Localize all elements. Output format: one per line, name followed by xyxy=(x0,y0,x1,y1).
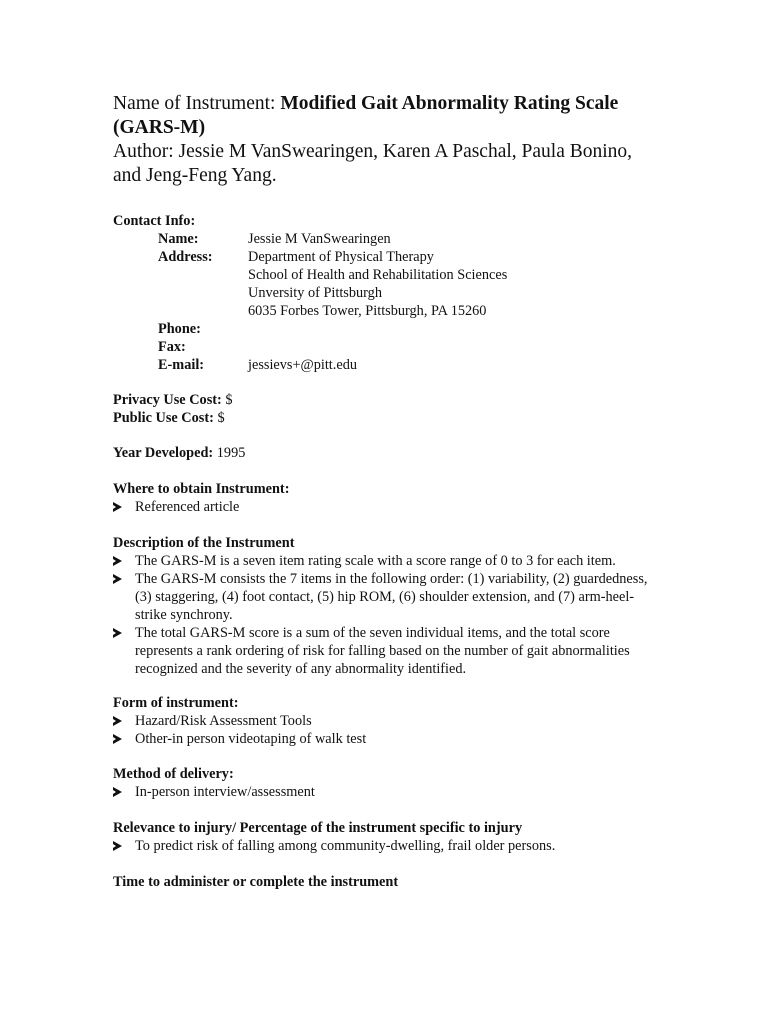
relevance-heading xyxy=(113,819,522,837)
list-item-text: To predict risk of falling among community-dwelling, frail older persons. xyxy=(135,838,556,854)
list-item xyxy=(113,712,653,730)
list-item-text: Referenced article xyxy=(135,499,240,515)
relevance-heading-label: Relevance to injury/ Percentage of the instrument specific to injury xyxy=(113,820,523,836)
description-heading-label: Description of the Instrument xyxy=(113,535,295,551)
address-line: Unversity of Pittsburgh xyxy=(248,285,382,301)
author-line xyxy=(113,140,673,164)
document-title xyxy=(113,92,673,188)
contact-heading xyxy=(113,212,195,230)
list-item-text: Other-in person videotaping of walk test xyxy=(135,731,367,747)
list-item xyxy=(113,730,653,748)
contact-email-value: jessievs+@pitt.edu xyxy=(248,357,357,373)
author-names: Jessie M VanSwearingen, Karen A Paschal, Paula Bonino, xyxy=(178,141,633,162)
address-line: School of Health and Rehabilitation Sciences xyxy=(248,267,508,283)
contact-name-label: Name: xyxy=(158,231,199,247)
obtain-heading xyxy=(113,480,289,498)
contact-address-label: Address: xyxy=(158,249,213,265)
list-item xyxy=(113,837,653,855)
public-cost-row xyxy=(113,409,225,427)
delivery-list xyxy=(113,783,653,801)
contact-email-label: E-mail: xyxy=(158,357,205,373)
arrow-bullet-icon xyxy=(113,787,122,797)
list-item xyxy=(113,570,658,624)
contact-name-value: Jessie M VanSwearingen xyxy=(248,231,391,247)
instrument-name: Modified Gait Abnormality Rating Scale xyxy=(280,93,619,114)
public-cost-label: Public Use Cost: xyxy=(113,410,214,426)
list-item-text: The GARS-M is a seven item rating scale with a score range of 0 to 3 for each item. xyxy=(135,553,616,569)
arrow-bullet-icon xyxy=(113,841,122,851)
instrument-name-line xyxy=(113,92,673,116)
privacy-cost-label: Privacy Use Cost: xyxy=(113,392,222,408)
arrow-bullet-icon xyxy=(113,556,122,566)
list-item-text: The total GARS-M score is a sum of the seven individual items, and the total score represents a rank ordering of risk for falling based on the number of gait abnormalities recognized and the severity of any abnormality identified. xyxy=(135,625,630,677)
address-line: 6035 Forbes Tower, Pittsburgh, PA 15260 xyxy=(248,303,487,319)
contact-heading-label: Contact Info: xyxy=(113,213,196,229)
delivery-heading xyxy=(113,765,234,783)
contact-phone-label: Phone: xyxy=(158,321,201,337)
form-heading xyxy=(113,694,238,712)
relevance-list xyxy=(113,837,653,855)
public-cost-value: $ xyxy=(217,410,225,426)
list-item xyxy=(113,552,658,570)
obtain-list xyxy=(113,498,653,516)
time-heading xyxy=(113,873,398,891)
instrument-name-prefix: Name of Instrument: xyxy=(113,93,276,114)
year-value: 1995 xyxy=(216,445,246,461)
author-line2: and Jeng-Feng Yang. xyxy=(113,165,277,186)
instrument-name-line2 xyxy=(113,116,673,140)
privacy-cost-row xyxy=(113,391,233,409)
year-row xyxy=(113,444,245,462)
author-prefix: Author: xyxy=(113,141,174,162)
list-item-text: The GARS-M consists the 7 items in the following order: (1) variability, (2) guardedness, (3) staggering, (4) foot contact, (5) hip ROM, (6) shoulder extension, and (7) arm-heel-strike synchrony. xyxy=(135,571,648,623)
list-item xyxy=(113,624,658,678)
form-list xyxy=(113,712,653,748)
list-item xyxy=(113,783,653,801)
address-line: Department of Physical Therapy xyxy=(248,249,434,265)
year-label: Year Developed: xyxy=(113,445,214,461)
delivery-heading-label: Method of delivery: xyxy=(113,766,234,782)
arrow-bullet-icon xyxy=(113,574,122,584)
list-item-text: Hazard/Risk Assessment Tools xyxy=(135,713,312,729)
form-heading-label: Form of instrument: xyxy=(113,695,239,711)
arrow-bullet-icon xyxy=(113,716,122,726)
privacy-cost-value: $ xyxy=(225,392,233,408)
description-list xyxy=(113,552,658,678)
list-item-text: In-person interview/assessment xyxy=(135,784,315,800)
arrow-bullet-icon xyxy=(113,628,122,638)
obtain-heading-label: Where to obtain Instrument: xyxy=(113,481,290,497)
arrow-bullet-icon xyxy=(113,502,122,512)
time-heading-label: Time to administer or complete the instrument xyxy=(113,874,399,890)
instrument-abbrev: (GARS-M) xyxy=(113,117,206,138)
contact-fax-label: Fax: xyxy=(158,339,186,355)
arrow-bullet-icon xyxy=(113,734,122,744)
list-item xyxy=(113,498,653,516)
description-heading xyxy=(113,534,294,552)
